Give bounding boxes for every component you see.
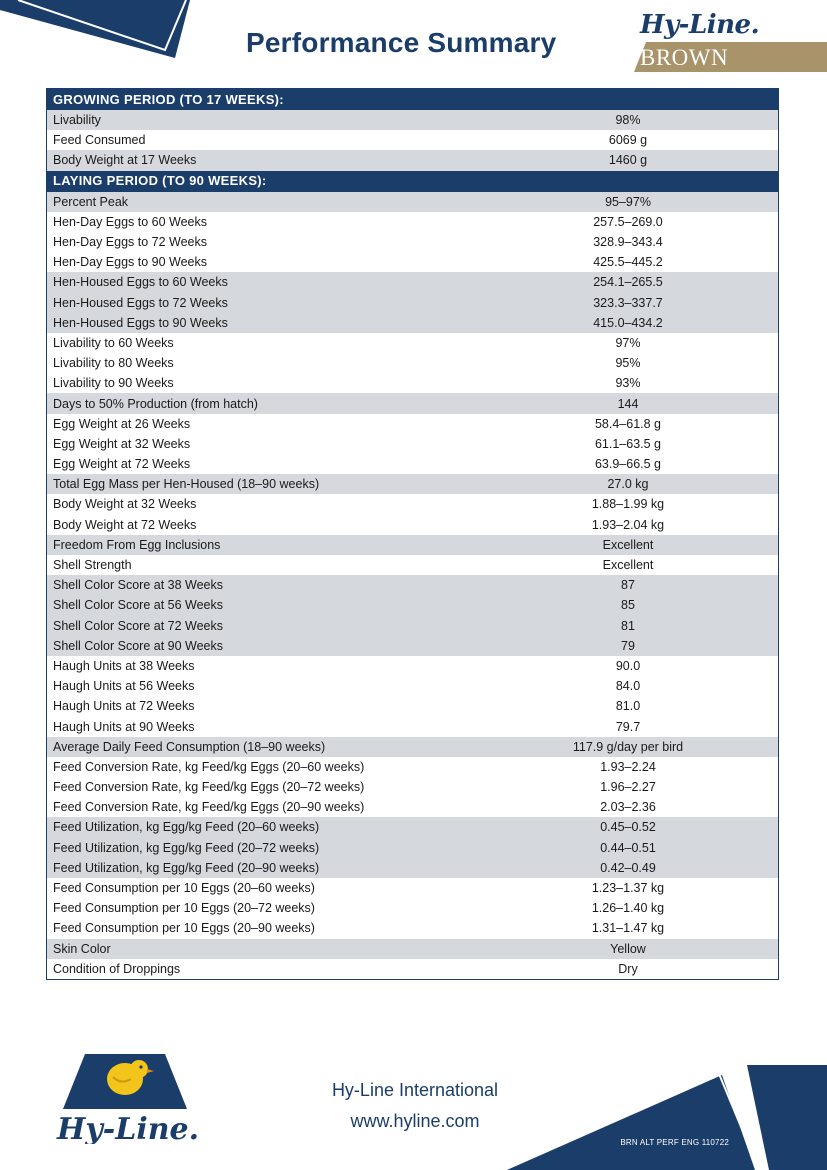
row-value: 97%	[615, 335, 641, 350]
corner-decoration-top	[0, 0, 200, 60]
row-value: Excellent	[478, 535, 778, 555]
row-label: Feed Consumed	[53, 133, 146, 148]
row-value: Excellent	[602, 558, 654, 573]
row-value: 95–97%	[478, 192, 778, 212]
row-value: 1.88–1.99 kg	[591, 497, 665, 512]
row-label: Days to 50% Production (from hatch)	[47, 393, 478, 413]
table-row	[47, 696, 778, 716]
table-row	[47, 737, 778, 757]
table-row	[47, 150, 778, 170]
performance-table-body	[47, 89, 778, 979]
table-row	[47, 313, 778, 333]
table-row	[47, 333, 778, 353]
row-label: Livability to 60 Weeks	[53, 335, 174, 350]
row-label: Egg Weight at 26 Weeks	[53, 416, 191, 431]
row-label: Hen-Day Eggs to 90 Weeks	[53, 255, 208, 270]
row-label: Shell Color Score at 38 Weeks	[47, 575, 478, 595]
table-row	[47, 656, 778, 676]
table-row	[47, 353, 778, 373]
table-row	[47, 575, 778, 595]
row-value: 85	[478, 595, 778, 615]
table-row	[47, 898, 778, 918]
table-row	[47, 959, 778, 979]
row-label: Total Egg Mass per Hen-Housed (18–90 weeks)	[47, 474, 478, 494]
row-value: 0.45–0.52	[478, 817, 778, 837]
row-value: 79.7	[615, 719, 641, 734]
row-value: 58.4–61.8 g	[594, 416, 662, 431]
row-value: Yellow	[478, 939, 778, 959]
corner-decoration-bottom	[507, 1065, 827, 1170]
row-label: Livability	[47, 110, 478, 130]
row-value: 2.03–2.36	[600, 800, 656, 815]
section-heading: LAYING PERIOD (TO 90 WEEKS):	[47, 171, 778, 192]
row-label: Haugh Units at 56 Weeks	[53, 679, 195, 694]
table-row	[47, 858, 778, 878]
row-value: 27.0 kg	[478, 474, 778, 494]
row-label: Percent Peak	[47, 192, 478, 212]
row-value: 93%	[615, 376, 641, 391]
table-row	[47, 293, 778, 313]
row-label: Average Daily Feed Consumption (18–90 weeks)	[47, 737, 478, 757]
table-row	[47, 192, 778, 212]
row-label: Body Weight at 17 Weeks	[47, 150, 478, 170]
row-label: Livability to 80 Weeks	[53, 356, 174, 371]
table-row	[47, 777, 778, 797]
row-value: 79	[478, 636, 778, 656]
row-value: 87	[478, 575, 778, 595]
row-label: Hen-Housed Eggs to 72 Weeks	[47, 293, 478, 313]
table-row	[47, 939, 778, 959]
row-label: Hen-Housed Eggs to 90 Weeks	[47, 313, 478, 333]
row-value: 0.42–0.49	[478, 858, 778, 878]
row-value: 81	[478, 616, 778, 636]
row-value: 117.9 g/day per bird	[478, 737, 778, 757]
row-label: Egg Weight at 72 Weeks	[53, 457, 191, 472]
row-value: Dry	[618, 961, 638, 976]
table-row	[47, 252, 778, 272]
row-label: Feed Utilization, kg Egg/kg Feed (20–60 weeks)	[47, 817, 478, 837]
row-label: Body Weight at 72 Weeks	[53, 517, 197, 532]
row-value: 6069 g	[608, 133, 648, 148]
row-value: 257.5–269.0	[593, 214, 663, 229]
row-label: Feed Utilization, kg Egg/kg Feed (20–90 weeks)	[47, 858, 478, 878]
row-value: 415.0–434.2	[478, 313, 778, 333]
row-value: 81.0	[615, 699, 641, 714]
section-header	[47, 171, 778, 192]
table-row	[47, 716, 778, 736]
row-label: Body Weight at 32 Weeks	[53, 497, 197, 512]
row-value: 95%	[615, 356, 641, 371]
row-value: 1.93–2.24	[600, 759, 656, 774]
row-value: 90.0	[615, 658, 641, 673]
table-row	[47, 817, 778, 837]
table-row	[47, 454, 778, 474]
row-value: 63.9–66.5 g	[594, 457, 662, 472]
table-row	[47, 212, 778, 232]
row-label: Haugh Units at 38 Weeks	[53, 658, 195, 673]
row-value: 1460 g	[478, 150, 778, 170]
row-value: 254.1–265.5	[478, 272, 778, 292]
table-row	[47, 272, 778, 292]
table-row	[47, 373, 778, 393]
row-value: 1.96–2.27	[600, 780, 656, 795]
company-name: Hy-Line International	[331, 1080, 499, 1100]
table-row	[47, 130, 778, 150]
row-label: Freedom From Egg Inclusions	[47, 535, 478, 555]
website-link[interactable]: www.hyline.com	[350, 1111, 480, 1131]
table-row	[47, 878, 778, 898]
row-label: Shell Color Score at 72 Weeks	[47, 616, 478, 636]
table-row	[47, 918, 778, 938]
row-label: Feed Consumption per 10 Eggs (20–72 weeks)	[53, 901, 315, 916]
row-label: Feed Conversion Rate, kg Feed/kg Eggs (20–60 weeks)	[53, 759, 365, 774]
row-label: Skin Color	[47, 939, 478, 959]
row-value: 1.26–1.40 kg	[591, 901, 665, 916]
row-label: Haugh Units at 72 Weeks	[53, 699, 195, 714]
table-row	[47, 797, 778, 817]
row-label: Feed Conversion Rate, kg Feed/kg Eggs (20–72 weeks)	[53, 780, 365, 795]
row-label: Livability to 90 Weeks	[53, 376, 174, 391]
row-label: Egg Weight at 32 Weeks	[53, 436, 191, 451]
hyline-chick-logo	[55, 1049, 215, 1144]
row-value: 1.31–1.47 kg	[591, 921, 665, 936]
row-label: Condition of Droppings	[53, 961, 181, 976]
table-row	[47, 494, 778, 514]
row-label: Feed Consumption per 10 Eggs (20–60 weeks)	[53, 881, 315, 896]
row-label: Haugh Units at 90 Weeks	[53, 719, 195, 734]
row-label: Feed Utilization, kg Egg/kg Feed (20–72 weeks)	[47, 838, 478, 858]
row-label: Hen-Day Eggs to 60 Weeks	[53, 214, 208, 229]
brand-wordmark: Hy-Line.	[640, 10, 760, 40]
section-heading: GROWING PERIOD (TO 17 WEEKS):	[47, 89, 778, 110]
row-value: 1.23–1.37 kg	[591, 881, 665, 896]
row-value: 61.1–63.5 g	[594, 436, 662, 451]
table-row	[47, 636, 778, 656]
table-row	[47, 555, 778, 575]
row-value: 328.9–343.4	[593, 235, 663, 250]
row-value: 323.3–337.7	[478, 293, 778, 313]
row-value: 425.5–445.2	[593, 255, 663, 270]
row-label: Shell Color Score at 90 Weeks	[47, 636, 478, 656]
row-label: Feed Conversion Rate, kg Feed/kg Eggs (20–90 weeks)	[53, 800, 365, 815]
row-label: Feed Consumption per 10 Eggs (20–90 weeks)	[53, 921, 315, 936]
page-title: Performance Summary	[246, 27, 557, 58]
document-code: BRN ALT PERF ENG 110722	[620, 1138, 729, 1147]
logo-wordmark: Hy-Line.	[57, 1112, 200, 1144]
row-label: Shell Color Score at 56 Weeks	[47, 595, 478, 615]
brand-variant-label: BROWN	[640, 45, 729, 70]
table-row	[47, 515, 778, 535]
table-row	[47, 393, 778, 413]
table-row	[47, 414, 778, 434]
table-row	[47, 616, 778, 636]
row-value: 98%	[478, 110, 778, 130]
row-value: 0.44–0.51	[478, 838, 778, 858]
table-row	[47, 535, 778, 555]
row-label: Hen-Housed Eggs to 60 Weeks	[47, 272, 478, 292]
table-row	[47, 676, 778, 696]
table-row	[47, 110, 778, 130]
table-row	[47, 434, 778, 454]
row-value: 84.0	[615, 679, 641, 694]
row-label: Shell Strength	[53, 558, 132, 573]
table-row	[47, 595, 778, 615]
table-row	[47, 232, 778, 252]
row-value: 1.93–2.04 kg	[591, 517, 665, 532]
row-label: Hen-Day Eggs to 72 Weeks	[53, 235, 208, 250]
section-header	[47, 89, 778, 110]
table-row	[47, 474, 778, 494]
row-value: 144	[478, 393, 778, 413]
performance-table	[46, 88, 779, 980]
table-row	[47, 757, 778, 777]
table-row	[47, 838, 778, 858]
footer-contact	[300, 1075, 530, 1137]
